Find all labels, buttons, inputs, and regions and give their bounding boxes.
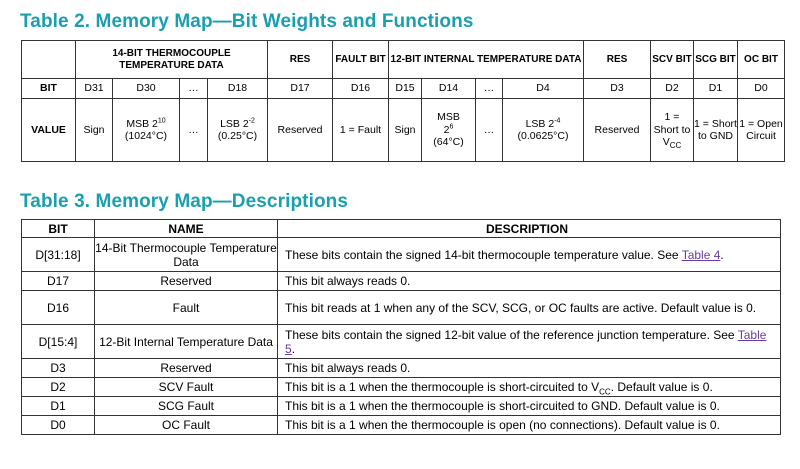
header-thermocouple-data: 14-BIT THERMOCOUPLE TEMPERATURE DATA [76, 41, 268, 79]
row-name: Reserved [95, 272, 278, 291]
row-bit: D2 [22, 378, 95, 397]
row-description: This bit is a 1 when the thermocouple is open (no connections). Default value is 0. [278, 416, 781, 435]
bit-cell: D14 [422, 79, 476, 99]
table-row [22, 378, 781, 397]
value-temp: (1024°C) [124, 130, 168, 142]
header-oc-bit: OC BIT [738, 41, 785, 79]
row-description [278, 325, 781, 359]
value-cell-d15: Sign [389, 99, 422, 162]
value-text: LSB 2 [525, 117, 555, 130]
bit-cell: D15 [389, 79, 422, 99]
bit-row [22, 79, 785, 99]
row-name: Fault [95, 291, 278, 325]
header-description: DESCRIPTION [278, 220, 781, 238]
row-description: This bit is a 1 when the thermocouple is short-circuited to GND. Default value is 0. [278, 397, 781, 416]
header-internal-temp-data: 12-BIT INTERNAL TEMPERATURE DATA [389, 41, 584, 79]
bit-cell: … [476, 79, 503, 99]
header-fault-bit: FAULT BIT [333, 41, 389, 79]
value-cell-ellipsis: … [180, 99, 208, 162]
bit-cell: D1 [694, 79, 738, 99]
bit-cell: D17 [268, 79, 333, 99]
descriptions-table [21, 219, 781, 435]
table-row [22, 359, 781, 378]
value-row [22, 99, 785, 162]
value-exponent: 10 [157, 117, 166, 124]
bit-cell: … [180, 79, 208, 99]
table5-link[interactable]: Table 5 [285, 327, 767, 356]
header-name: NAME [95, 220, 278, 238]
description-subscript: CC [599, 387, 611, 397]
table-row [22, 238, 781, 272]
table-row [22, 291, 781, 325]
value-cell-d14 [422, 99, 476, 162]
value-cell-d3: Reserved [584, 99, 651, 162]
row-name: SCV Fault [95, 378, 278, 397]
header-scv-bit: SCV BIT [651, 41, 694, 79]
bit-cell: D4 [503, 79, 584, 99]
bit-cell: D16 [333, 79, 389, 99]
table-row [22, 272, 781, 291]
row-name: 14-Bit Thermocouple Temperature Data [95, 238, 278, 272]
value-exponent: -4 [554, 117, 561, 124]
bit-cell: D18 [208, 79, 268, 99]
table-row [22, 397, 781, 416]
description-text: . [291, 341, 296, 356]
value-base: 2 [443, 123, 450, 136]
header-res: RES [268, 41, 333, 79]
header-empty [22, 41, 76, 79]
bit-cell: D31 [76, 79, 113, 99]
bit-row-label: BIT [22, 79, 76, 99]
bit-cell: D2 [651, 79, 694, 99]
description-text: . Default value is 0. [610, 380, 713, 394]
row-name: OC Fault [95, 416, 278, 435]
row-bit: D16 [22, 291, 95, 325]
bit-weights-table [21, 40, 785, 162]
table2-title: Table 2. Memory Map—Bit Weights and Functions [20, 11, 474, 32]
value-subscript: CC [669, 141, 682, 151]
table4-link[interactable]: Table 4 [681, 247, 721, 262]
row-bit: D17 [22, 272, 95, 291]
value-text: MSB [437, 111, 460, 124]
value-temp: (0.25°C) [217, 130, 258, 142]
table-row [22, 325, 781, 359]
row-bit: D[15:4] [22, 325, 95, 359]
row-name: 12-Bit Internal Temperature Data [95, 325, 278, 359]
header-row [22, 41, 785, 79]
value-cell-d0: 1 = Open Circuit [738, 99, 785, 162]
value-cell-d1: 1 = Short to GND [694, 99, 738, 162]
row-name: Reserved [95, 359, 278, 378]
value-text: LSB 2 [220, 117, 249, 130]
value-cell-d30 [113, 99, 180, 162]
header-row [22, 220, 781, 238]
bit-cell: D30 [113, 79, 180, 99]
row-description: This bit reads at 1 when any of the SCV, SCG, or OC faults are active. Default value is 0. [278, 291, 781, 325]
value-cell-d18 [208, 99, 268, 162]
value-cell-ellipsis: … [476, 99, 503, 162]
row-description [278, 238, 781, 272]
row-bit: D[31:18] [22, 238, 95, 272]
value-cell-d16: 1 = Fault [333, 99, 389, 162]
value-cell-d31: Sign [76, 99, 113, 162]
header-bit: BIT [22, 220, 95, 238]
value-exponent: 6 [449, 123, 454, 131]
description-text: These bits contain the signed 12-bit value of the reference junction temperature. See [285, 327, 738, 342]
bit-cell: D0 [738, 79, 785, 99]
header-scg-bit: SCG BIT [694, 41, 738, 79]
value-row-label: VALUE [22, 99, 76, 162]
value-text: 1 = Short to V [653, 111, 691, 149]
table-row [22, 416, 781, 435]
row-description: This bit always reads 0. [278, 272, 781, 291]
value-cell-d2 [651, 99, 694, 162]
row-name: SCG Fault [95, 397, 278, 416]
description-text: This bit is a 1 when the thermocouple is short-circuited to V [285, 380, 600, 394]
value-exponent: -2 [248, 117, 255, 124]
row-bit: D3 [22, 359, 95, 378]
value-temp: (64°C) [433, 136, 464, 149]
header-res: RES [584, 41, 651, 79]
description-text: These bits contain the signed 14-bit thermocouple temperature value. See [285, 247, 682, 262]
row-bit: D0 [22, 416, 95, 435]
value-text: MSB 2 [126, 117, 158, 130]
description-text: . [720, 247, 724, 262]
row-description [278, 378, 781, 397]
bit-cell: D3 [584, 79, 651, 99]
value-temp: (0.0625°C) [517, 130, 569, 142]
row-bit: D1 [22, 397, 95, 416]
row-description: This bit always reads 0. [278, 359, 781, 378]
table3-title: Table 3. Memory Map—Descriptions [20, 191, 349, 212]
value-cell-d17: Reserved [268, 99, 333, 162]
value-cell-d4 [503, 99, 584, 162]
